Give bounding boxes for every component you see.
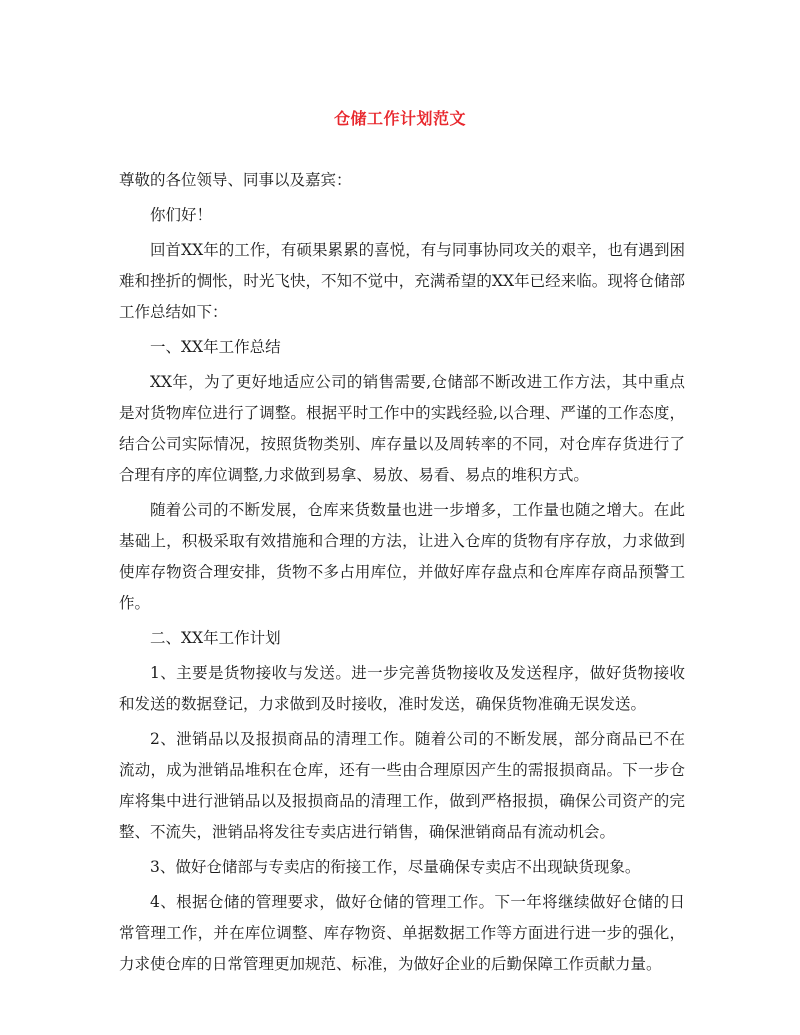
document-title: 仓储工作计划范文 <box>333 109 466 128</box>
paragraph-summary-1: XX年，为了更好地适应公司的销售需要,仓储部不断改进工作方法，其中重点是对货物库位进行了调整。根据平时工作中的实践经验,以合理、严谨的工作态度，结合公司实际情况，按照货物类别、库存量以及周转率的不同，对仓库存货进行了合理有序的库位调整,力求做到易拿、易放、易看、易点的堆积方式。 <box>119 373 685 484</box>
salutation: 尊敬的各位领导、同事以及嘉宾： <box>119 171 352 189</box>
plan-item-4: 4、根据仓储的管理要求，做好仓储的管理工作。下一年将继续做好仓储的日常管理工作，并在库位调整、库存物资、单据数据工作等方面进行进一步的强化，力求使仓库的日常管理更加规范、标准，为做好企业的后勤保障工作贡献力量。 <box>119 893 685 973</box>
plan-item-2: 2、泄销品以及报损商品的清理工作。随着公司的不断发展，部分商品已不在流动，成为泄销品堆积在仓库，还有一些由合理原因产生的需报损商品。下一步仓库将集中进行泄销品以及报损商品的清理工作，做到严格报损，确保公司资产的完整、不流失，泄销品将发往专卖店进行销售，确保泄销商品有流动机会。 <box>119 730 685 841</box>
document-body <box>119 165 685 984</box>
greeting: 你们好！ <box>150 206 213 224</box>
section-heading-plan: 二、XX年工作计划 <box>150 629 281 647</box>
paragraph-summary-2: 随着公司的不断发展，仓库来货数量也进一步增多，工作量也随之增大。在此基础上，积极采取有效措施和合理的方法，让进入仓库的货物有序存放，力求做到使库存物资合理安排，货物不多占用库位，并做好库存盘点和仓库库存商品预警工作。 <box>119 501 685 612</box>
paragraph-intro: 回首XX年的工作，有硕果累累的喜悦，有与同事协同攻关的艰辛，也有遇到困难和挫折的惆怅，时光飞快，不知不觉中，充满希望的XX年已经来临。现将仓储部工作总结如下： <box>119 241 685 321</box>
plan-item-3: 3、做好仓储部与专卖店的衔接工作，尽量确保专卖店不出现缺货现象。 <box>150 858 641 876</box>
plan-item-1: 1、主要是货物接收与发送。进一步完善货物接收及发送程序，做好货物接收和发送的数据登记，力求做到及时接收，准时发送，确保货物准确无误发送。 <box>119 664 685 713</box>
section-heading-summary: 一、XX年工作总结 <box>150 338 281 356</box>
